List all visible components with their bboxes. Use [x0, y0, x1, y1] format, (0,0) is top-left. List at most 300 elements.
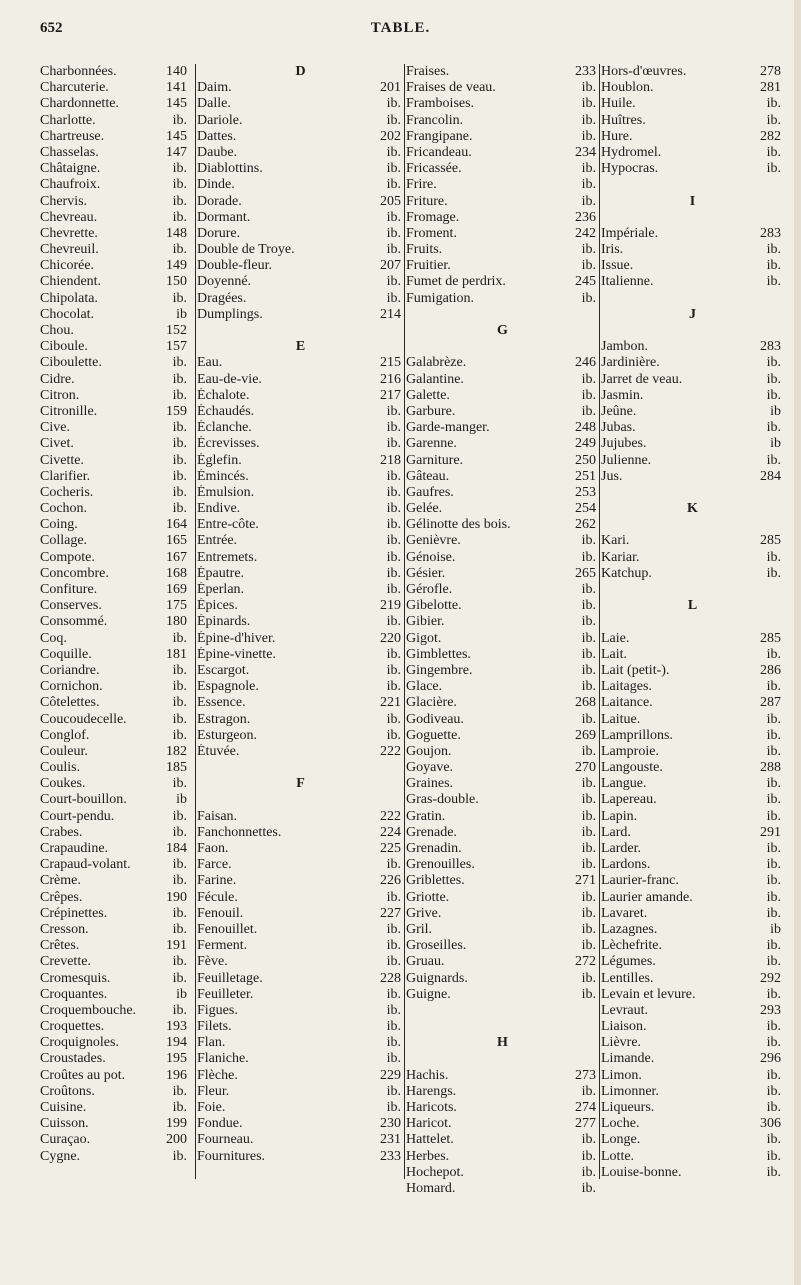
entry-name: Chervis.: [40, 193, 88, 209]
entry-page: 149: [166, 258, 187, 274]
entry-name: Ferment.: [197, 938, 248, 954]
index-entry: [40, 890, 190, 906]
index-entry: [406, 64, 599, 80]
entry-name: Lotte.: [601, 1148, 635, 1164]
entry-name: Entrée.: [197, 533, 238, 549]
page-edge: [794, 0, 801, 1285]
index-entry: [40, 1068, 190, 1084]
entry-name: Gélinotte des bois.: [406, 517, 511, 533]
entry-page: ib.: [386, 1100, 401, 1115]
index-entry: [197, 291, 404, 307]
entry-page: 226: [380, 873, 401, 889]
index-entry: [40, 323, 190, 339]
index-entry: [601, 712, 784, 728]
index-entry: [197, 1116, 404, 1132]
blank-line: [406, 1003, 599, 1019]
entry-page: ib.: [172, 420, 187, 436]
entry-name: Feuilleter.: [197, 986, 254, 1002]
entry-name: Houblon.: [601, 80, 654, 96]
index-entry: [40, 1132, 190, 1148]
entry-page: 287: [760, 695, 781, 711]
index-entry: [40, 113, 190, 129]
index-entry: [601, 954, 784, 970]
entry-name: Espagnole.: [197, 679, 259, 695]
entry-page: ib: [770, 436, 781, 452]
entry-page: ib.: [386, 614, 401, 630]
index-entry: [406, 857, 599, 873]
entry-name: Friture.: [406, 193, 448, 209]
index-entry: [406, 1084, 599, 1100]
entry-page: ib.: [386, 1019, 401, 1035]
entry-name: Escargot.: [197, 662, 250, 678]
entry-name: Gâteau.: [406, 468, 450, 484]
entry-name: Court-pendu.: [40, 808, 115, 824]
section-letter: E: [295, 339, 306, 355]
index-entry: [40, 533, 190, 549]
entry-page: 148: [166, 225, 187, 241]
entry-page: ib.: [766, 776, 781, 792]
index-entry: [406, 728, 599, 744]
entry-name: Julienne.: [601, 452, 652, 468]
index-entry: [40, 453, 190, 469]
entry-page: ib.: [766, 1100, 781, 1115]
entry-page: ib.: [766, 986, 781, 1002]
index-entry: [40, 1051, 190, 1067]
entry-page: ib.: [172, 824, 187, 840]
entry-page: ib.: [766, 1132, 781, 1148]
entry-page: 246: [575, 355, 596, 371]
entry-page: 220: [380, 630, 401, 646]
entry-name: Larder.: [601, 841, 642, 856]
index-entry: [40, 954, 190, 970]
section-letter: F: [296, 776, 305, 792]
index-entry: [406, 145, 599, 161]
entry-page: ib.: [766, 452, 781, 468]
index-entry: [406, 631, 599, 647]
entry-name: Entremets.: [197, 549, 258, 565]
entry-page: 292: [760, 970, 781, 986]
index-entry: [601, 647, 784, 663]
index-entry: [406, 744, 599, 760]
entry-name: Endive.: [197, 501, 241, 517]
entry-name: Frangipane.: [406, 128, 473, 144]
blank-line: [601, 517, 784, 533]
index-entry: [406, 1100, 599, 1116]
index-entry: [601, 1019, 784, 1035]
entry-name: Fournitures.: [197, 1148, 266, 1164]
entry-name: Diablottins.: [197, 161, 263, 177]
entry-page: 265: [575, 565, 596, 581]
entry-page: ib.: [581, 1148, 596, 1164]
entry-name: Éperlan.: [197, 582, 245, 597]
entry-name: Levain et levure.: [601, 986, 696, 1002]
index-entry: [601, 695, 784, 711]
entry-name: Fruitier.: [406, 258, 451, 274]
index-entry: [406, 113, 599, 129]
entry-page: 231: [380, 1132, 401, 1148]
entry-page: 291: [760, 824, 781, 840]
entry-name: Fondue.: [197, 1116, 243, 1132]
entry-page: 165: [166, 533, 187, 549]
section-letter: K: [687, 501, 698, 517]
index-entry: [601, 1116, 784, 1132]
entry-page: ib.: [386, 954, 401, 970]
entry-page: ib.: [581, 646, 596, 662]
index-entry: [197, 550, 404, 566]
entry-name: Grenade.: [406, 824, 457, 840]
entry-name: Charlotte.: [40, 112, 96, 128]
index-entry: [601, 1084, 784, 1100]
entry-page: ib.: [581, 986, 596, 1002]
entry-page: ib.: [172, 193, 187, 209]
entry-name: Cocheris.: [40, 484, 94, 500]
index-entry: [406, 274, 599, 290]
entry-name: Lapereau.: [601, 792, 657, 808]
blank-line: [601, 614, 784, 630]
index-entry: [601, 1149, 784, 1165]
page-title: TABLE.: [370, 20, 431, 36]
entry-page: ib.: [386, 711, 401, 727]
entry-page: 277: [575, 1116, 596, 1132]
index-entry: [40, 1116, 190, 1132]
entry-name: Fanchonnettes.: [197, 824, 282, 840]
entry-page: 227: [380, 905, 401, 921]
index-entry: [197, 906, 404, 922]
entry-name: Crème.: [40, 873, 81, 889]
entry-page: ib.: [581, 290, 596, 306]
index-entry: [40, 550, 190, 566]
index-entry: [40, 695, 190, 711]
entry-name: Hochepot.: [406, 1164, 464, 1180]
entry-page: ib.: [386, 1035, 401, 1051]
index-entry: [601, 906, 784, 922]
entry-name: Conserves.: [40, 598, 102, 614]
index-entry: [197, 712, 404, 728]
entry-page: ib.: [386, 436, 401, 452]
entry-page: ib.: [581, 630, 596, 646]
entry-page: 242: [575, 225, 596, 241]
index-entry: [40, 663, 190, 679]
index-entry: [40, 274, 190, 290]
entry-name: Liaison.: [601, 1019, 647, 1035]
entry-name: Kariar.: [601, 549, 640, 565]
entry-page: 181: [166, 646, 187, 662]
entry-name: Cygne.: [40, 1148, 81, 1164]
entry-name: Froment.: [406, 225, 457, 241]
entry-page: 283: [760, 339, 781, 355]
entry-name: Ciboule.: [40, 339, 88, 355]
index-entry: [406, 679, 599, 695]
index-entry: [601, 274, 784, 290]
entry-name: Estragon.: [197, 711, 251, 727]
entry-name: Levraut.: [601, 1002, 649, 1018]
entry-page: ib.: [766, 646, 781, 662]
index-entry: [601, 809, 784, 825]
entry-name: Goujon.: [406, 743, 452, 759]
entry-page: 270: [575, 760, 596, 776]
entry-name: Frire.: [406, 177, 437, 193]
index-entry: [197, 566, 404, 582]
index-entry: [40, 339, 190, 355]
entry-name: Gelée.: [406, 501, 443, 517]
index-entry: [40, 210, 190, 226]
entry-name: Farine.: [197, 873, 237, 889]
entry-page: 253: [575, 484, 596, 500]
index-entry: [197, 517, 404, 533]
entry-page: ib.: [386, 646, 401, 662]
entry-page: ib.: [172, 484, 187, 500]
entry-name: Lièvre.: [601, 1035, 642, 1051]
entry-name: Chou.: [40, 323, 74, 338]
entry-page: 195: [166, 1051, 187, 1067]
entry-page: ib.: [766, 371, 781, 387]
entry-name: Jujubes.: [601, 436, 647, 452]
index-entry: [197, 96, 404, 112]
entry-name: Grenouilles.: [406, 857, 475, 873]
entry-name: Coriandre.: [40, 662, 100, 678]
entry-name: Chevreau.: [40, 209, 98, 225]
entry-name: Dumplings.: [197, 306, 263, 322]
entry-page: ib.: [766, 873, 781, 889]
index-entry: [197, 614, 404, 630]
entry-name: Lavaret.: [601, 905, 648, 921]
entry-name: Doyenné.: [197, 274, 252, 290]
index-entry: [406, 404, 599, 420]
entry-page: ib.: [172, 1002, 187, 1018]
entry-page: 221: [380, 695, 401, 711]
entry-page: ib.: [386, 501, 401, 517]
index-entry: [197, 210, 404, 226]
index-entry: [406, 841, 599, 857]
index-entry: [406, 825, 599, 841]
index-entry: [601, 1132, 784, 1148]
entry-page: 306: [760, 1116, 781, 1132]
entry-name: Charbonnées.: [40, 64, 117, 79]
entry-page: ib.: [386, 517, 401, 533]
blank-line: [601, 291, 784, 307]
index-entry: [197, 728, 404, 744]
index-entry: [601, 744, 784, 760]
entry-name: Fruits.: [406, 242, 443, 258]
index-entry: [197, 420, 404, 436]
entry-page: 145: [166, 96, 187, 112]
entry-page: 254: [575, 501, 596, 517]
entry-name: Couleur.: [40, 743, 88, 759]
entry-page: 193: [166, 1019, 187, 1035]
entry-name: Homard.: [406, 1180, 456, 1196]
entry-page: ib.: [766, 792, 781, 808]
entry-page: 185: [166, 760, 187, 776]
index-entry: [601, 404, 784, 420]
entry-name: Crapaud-volant.: [40, 857, 131, 873]
entry-name: Godiveau.: [406, 711, 464, 727]
entry-name: Feuilletage.: [197, 970, 263, 986]
entry-name: Gibier.: [406, 614, 445, 630]
index-entry: [40, 647, 190, 663]
entry-name: Flan.: [197, 1035, 226, 1051]
column-divider: [599, 64, 600, 1179]
entry-page: 184: [166, 841, 187, 856]
index-entry: [197, 809, 404, 825]
index-entry: [601, 857, 784, 873]
entry-name: Épautre.: [197, 565, 245, 581]
index-entry: [197, 145, 404, 161]
index-entry: [197, 1019, 404, 1035]
index-entry: [406, 760, 599, 776]
blank-line: [406, 339, 599, 355]
index-entry: [40, 64, 190, 80]
entry-page: ib.: [172, 387, 187, 403]
entry-page: 140: [166, 64, 187, 79]
entry-page: ib.: [386, 225, 401, 241]
entry-name: Croûtons.: [40, 1083, 95, 1099]
index-entry: [406, 873, 599, 889]
entry-page: 285: [760, 533, 781, 549]
entry-page: ib.: [172, 209, 187, 225]
index-entry: [406, 614, 599, 630]
index-entry: [601, 1035, 784, 1051]
entry-page: ib.: [581, 1164, 596, 1180]
entry-name: Loche.: [601, 1116, 640, 1132]
entry-name: Lazagnes.: [601, 921, 658, 937]
entry-page: ib.: [581, 662, 596, 678]
index-entry: [40, 792, 190, 808]
entry-page: 199: [166, 1116, 187, 1132]
entry-name: Hure.: [601, 128, 633, 144]
entry-page: ib.: [172, 954, 187, 970]
index-entry: [197, 388, 404, 404]
index-entry: [406, 1181, 599, 1197]
index-entry: [601, 145, 784, 161]
entry-page: ib.: [172, 112, 187, 128]
entry-page: ib.: [172, 857, 187, 873]
entry-page: 285: [760, 630, 781, 646]
entry-page: ib.: [386, 549, 401, 565]
entry-page: ib.: [172, 177, 187, 193]
index-entry: [406, 1149, 599, 1165]
index-entry: [40, 177, 190, 193]
index-entry: [406, 388, 599, 404]
entry-page: 200: [166, 1132, 187, 1148]
entry-name: Grenadin.: [406, 841, 462, 856]
entry-name: Gésier.: [406, 565, 446, 581]
index-entry: [40, 226, 190, 242]
column-divider: [195, 64, 196, 1179]
entry-page: 251: [575, 468, 596, 484]
entry-page: ib.: [172, 1100, 187, 1115]
entry-name: Genièvre.: [406, 533, 461, 549]
index-entry: [406, 129, 599, 145]
entry-page: ib.: [386, 484, 401, 500]
entry-page: 168: [166, 565, 187, 581]
entry-name: Légumes.: [601, 954, 656, 970]
entry-name: Civet.: [40, 436, 74, 452]
index-entry: [40, 987, 190, 1003]
entry-name: Cuisine.: [40, 1100, 87, 1115]
entry-page: ib.: [581, 80, 596, 96]
entry-name: Impériale.: [601, 225, 659, 241]
entry-name: Fécule.: [197, 889, 238, 905]
entry-name: Limonner.: [601, 1083, 659, 1099]
entry-page: ib.: [386, 921, 401, 937]
index-entry: [40, 776, 190, 792]
entry-page: 196: [166, 1067, 187, 1083]
index-entry: [601, 129, 784, 145]
entry-page: ib.: [386, 938, 401, 954]
index-entry: [197, 1051, 404, 1067]
entry-name: Citronille.: [40, 403, 98, 419]
index-entry: [40, 566, 190, 582]
entry-page: ib.: [581, 970, 596, 986]
entry-name: Dinde.: [197, 177, 235, 193]
entry-name: Éclanche.: [197, 420, 252, 436]
entry-page: ib.: [172, 371, 187, 387]
entry-name: Chipolata.: [40, 290, 98, 306]
index-entry: [406, 80, 599, 96]
entry-page: ib.: [581, 1132, 596, 1148]
index-entry: [406, 566, 599, 582]
index-entry: [601, 663, 784, 679]
entry-name: Hachis.: [406, 1067, 449, 1083]
entry-page: ib.: [766, 954, 781, 970]
entry-name: Fricassée.: [406, 161, 462, 177]
entry-page: ib.: [386, 986, 401, 1002]
index-entry: [601, 938, 784, 954]
entry-name: Garenne.: [406, 436, 457, 452]
entry-page: 272: [575, 954, 596, 970]
entry-name: Farce.: [197, 857, 232, 873]
index-entry: [40, 307, 190, 323]
entry-name: Cochon.: [40, 501, 88, 517]
index-entry: [197, 355, 404, 371]
entry-name: Dattes.: [197, 128, 237, 144]
entry-page: ib.: [386, 582, 401, 597]
entry-page: ib.: [766, 274, 781, 290]
entry-name: Fumigation.: [406, 290, 475, 306]
index-entry: [406, 695, 599, 711]
entry-page: ib.: [766, 387, 781, 403]
blank-line: [406, 1051, 599, 1067]
entry-page: 229: [380, 1067, 401, 1083]
index-entry: [601, 453, 784, 469]
entry-page: ib.: [581, 614, 596, 630]
entry-page: ib.: [766, 565, 781, 581]
index-entry: [406, 954, 599, 970]
entry-name: Fraises.: [406, 64, 450, 79]
entry-page: ib.: [766, 1035, 781, 1051]
entry-page: ib.: [766, 857, 781, 873]
index-entry: [406, 890, 599, 906]
entry-page: ib.: [766, 889, 781, 905]
entry-page: 191: [166, 938, 187, 954]
entry-page: ib.: [766, 727, 781, 743]
entry-page: 293: [760, 1002, 781, 1018]
index-entry: [197, 372, 404, 388]
index-entry: [40, 355, 190, 371]
entry-name: Fricandeau.: [406, 144, 472, 160]
index-entry: [197, 307, 404, 323]
entry-page: ib.: [172, 873, 187, 889]
entry-name: Gigot.: [406, 630, 442, 646]
entry-name: Faon.: [197, 841, 229, 856]
index-entry: [197, 1035, 404, 1051]
entry-page: ib.: [581, 905, 596, 921]
entry-name: Concombre.: [40, 565, 109, 581]
entry-name: Framboises.: [406, 96, 475, 112]
index-entry: [197, 873, 404, 889]
entry-page: 205: [380, 193, 401, 209]
entry-page: ib.: [386, 290, 401, 306]
